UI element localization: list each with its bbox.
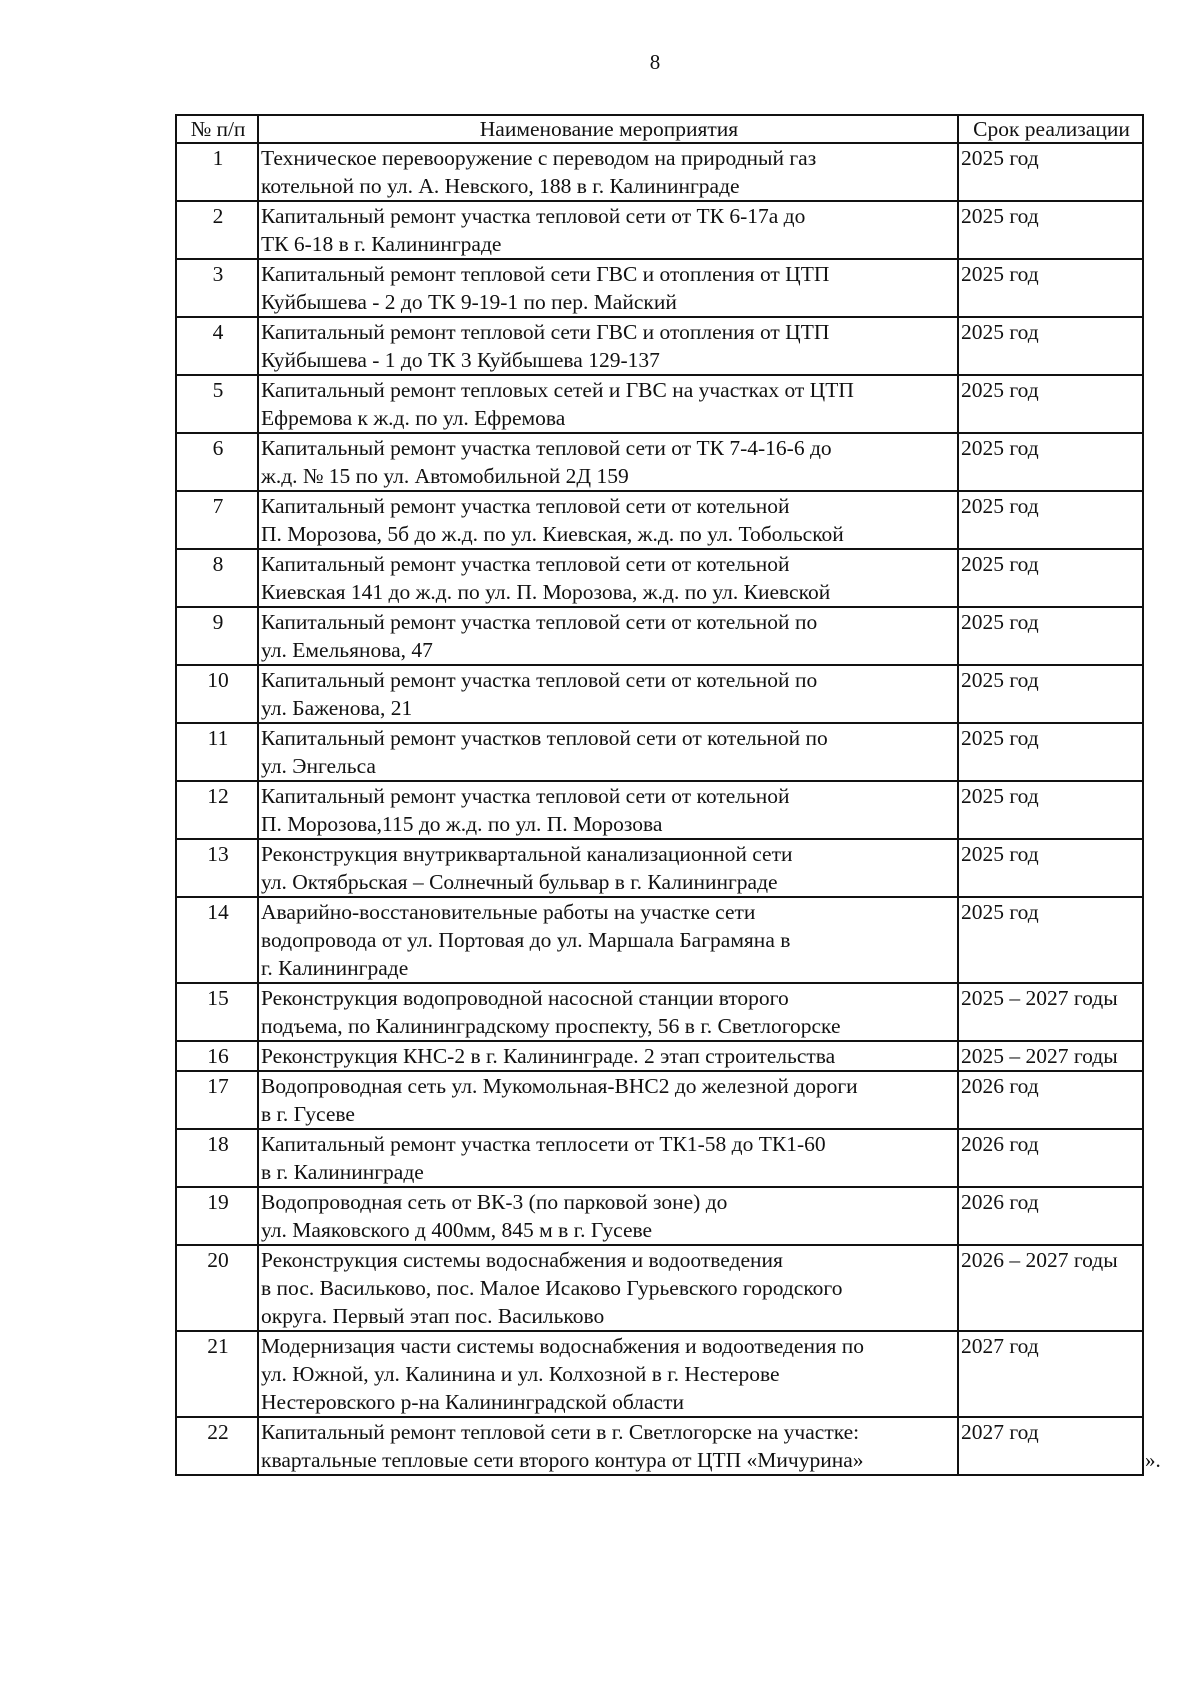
row-term: 2026 – 2027 годы (958, 1245, 1143, 1331)
measure-name-line: Капитальный ремонт участка тепловой сети от котельной по (261, 610, 818, 634)
measures-table (175, 114, 1144, 1476)
measure-name-line: Киевская 141 до ж.д. по ул. П. Морозова, ж.д. по ул. Киевской (261, 580, 831, 604)
measure-name-line: округа. Первый этап пос. Васильково (261, 1304, 605, 1328)
row-term: 2025 год (958, 375, 1143, 433)
row-measure-name (258, 143, 958, 201)
row-term: 2026 год (958, 1187, 1143, 1245)
measure-name-line: ТК 6-18 в г. Калининграде (261, 232, 502, 256)
table-row (176, 317, 1143, 375)
row-measure-name (258, 491, 958, 549)
table-row (176, 839, 1143, 897)
row-measure-name (258, 983, 958, 1041)
row-measure-name (258, 1071, 958, 1129)
row-term: 2025 год (958, 549, 1143, 607)
table-row (176, 259, 1143, 317)
row-measure-name (258, 375, 958, 433)
closing-quote: ». (1145, 1448, 1161, 1472)
row-measure-name (258, 1187, 958, 1245)
table-row (176, 665, 1143, 723)
table-row (176, 491, 1143, 549)
measure-name-line: Капитальный ремонт участка тепловой сети от ТК 6-17а до (261, 204, 806, 228)
row-number: 20 (176, 1245, 258, 1331)
measure-name-line: Капитальный ремонт участка тепловой сети от котельной (261, 552, 790, 576)
row-number: 10 (176, 665, 258, 723)
measure-name-line: Куйбышева - 2 до ТК 9-19-1 по пер. Майский (261, 290, 677, 314)
row-term: 2025 год (958, 317, 1143, 375)
row-term: 2027 год (958, 1331, 1143, 1417)
row-term: 2025 – 2027 годы (958, 983, 1143, 1041)
row-number: 8 (176, 549, 258, 607)
measure-name-line: Капитальный ремонт участка тепловой сети от котельной (261, 494, 790, 518)
measure-name-line: Реконструкция водопроводной насосной станции второго (261, 986, 789, 1010)
measure-name-line: П. Морозова,115 до ж.д. по ул. П. Морозова (261, 812, 663, 836)
row-measure-name (258, 1129, 958, 1187)
row-measure-name (258, 897, 958, 983)
row-term: 2025 год (958, 143, 1143, 201)
measure-name-line: квартальные тепловые сети второго контура от ЦТП «Мичурина» (261, 1448, 864, 1472)
page-number: 8 (649, 50, 661, 74)
row-number: 19 (176, 1187, 258, 1245)
row-number: 17 (176, 1071, 258, 1129)
measure-name-line: Техническое перевооружение с переводом на природный газ (261, 146, 817, 170)
row-term: 2025 год (958, 259, 1143, 317)
measure-name-line: Капитальный ремонт тепловой сети в г. Светлогорске на участке: (261, 1420, 860, 1444)
row-number: 11 (176, 723, 258, 781)
table-row (176, 1041, 1143, 1071)
measure-name-line: ул. Южной, ул. Калинина и ул. Колхозной в г. Нестерове (261, 1362, 780, 1386)
row-term: 2025 год (958, 201, 1143, 259)
row-number: 15 (176, 983, 258, 1041)
measure-name-line: ул. Маяковского д 400мм, 845 м в г. Гусеве (261, 1218, 653, 1242)
row-term: 2025 – 2027 годы (958, 1041, 1143, 1071)
row-measure-name (258, 607, 958, 665)
row-term: 2025 год (958, 781, 1143, 839)
row-number: 22 (176, 1417, 258, 1475)
row-measure-name (258, 259, 958, 317)
table-row (176, 1129, 1143, 1187)
row-number: 9 (176, 607, 258, 665)
table-row (176, 1331, 1143, 1417)
row-term: 2026 год (958, 1071, 1143, 1129)
row-number: 7 (176, 491, 258, 549)
table-row (176, 1245, 1143, 1331)
table-row (176, 781, 1143, 839)
row-number: 14 (176, 897, 258, 983)
row-number: 6 (176, 433, 258, 491)
row-measure-name (258, 1417, 958, 1475)
table-row (176, 143, 1143, 201)
row-number: 12 (176, 781, 258, 839)
row-term: 2025 год (958, 607, 1143, 665)
measure-name-line: Капитальный ремонт тепловых сетей и ГВС на участках от ЦТП (261, 378, 854, 402)
measure-name-line: ул. Емельянова, 47 (261, 638, 433, 662)
table-row (176, 1417, 1143, 1475)
table-row (176, 1071, 1143, 1129)
measure-name-line: Капитальный ремонт участка тепловой сети от котельной по (261, 668, 818, 692)
row-term: 2025 год (958, 839, 1143, 897)
measure-name-line: Аварийно-восстановительные работы на участке сети (261, 900, 756, 924)
row-term: 2025 год (958, 897, 1143, 983)
measure-name-line: в г. Гусеве (261, 1102, 355, 1126)
row-number: 3 (176, 259, 258, 317)
measure-name-line: Реконструкция системы водоснабжения и водоотведения (261, 1248, 783, 1272)
row-measure-name (258, 665, 958, 723)
row-measure-name (258, 1331, 958, 1417)
row-term: 2026 год (958, 1129, 1143, 1187)
measure-name-line: Куйбышева - 1 до ТК 3 Куйбышева 129-137 (261, 348, 660, 372)
table-row (176, 897, 1143, 983)
header-row (176, 115, 1143, 143)
measure-name-line: водопровода от ул. Портовая до ул. Маршала Баграмяна в (261, 928, 791, 952)
row-number: 16 (176, 1041, 258, 1071)
header-number: № п/п (176, 115, 258, 143)
row-number: 2 (176, 201, 258, 259)
measure-name-line: Ефремова к ж.д. по ул. Ефремова (261, 406, 566, 430)
measure-name-line: Реконструкция внутриквартальной канализационной сети (261, 842, 793, 866)
row-measure-name (258, 201, 958, 259)
measure-name-line: ул. Баженова, 21 (261, 696, 413, 720)
measure-name-line: ж.д. № 15 по ул. Автомобильной 2Д 159 (261, 464, 629, 488)
row-measure-name (258, 839, 958, 897)
row-number: 21 (176, 1331, 258, 1417)
row-term: 2025 год (958, 665, 1143, 723)
header-term: Срок реализации (958, 115, 1143, 143)
row-measure-name (258, 723, 958, 781)
row-measure-name (258, 433, 958, 491)
row-term: 2025 год (958, 723, 1143, 781)
row-measure-name (258, 317, 958, 375)
table-row (176, 549, 1143, 607)
row-term: 2025 год (958, 491, 1143, 549)
measure-name-line: ул. Энгельса (261, 754, 376, 778)
measure-name-line: Капитальный ремонт участка теплосети от ТК1-58 до ТК1-60 (261, 1132, 826, 1156)
row-number: 13 (176, 839, 258, 897)
measure-name-line: ул. Октябрьская – Солнечный бульвар в г. Калининграде (261, 870, 778, 894)
header-name: Наименование мероприятия (258, 115, 958, 143)
row-term: 2025 год (958, 433, 1143, 491)
table-row (176, 983, 1143, 1041)
row-number: 5 (176, 375, 258, 433)
measure-name-line: Нестеровского р-на Калининградской области (261, 1390, 684, 1414)
table-row (176, 375, 1143, 433)
row-number: 1 (176, 143, 258, 201)
measure-name-line: Капитальный ремонт тепловой сети ГВС и отопления от ЦТП (261, 262, 830, 286)
row-term: 2027 год (958, 1417, 1143, 1475)
measure-name-line: г. Калининграде (261, 956, 409, 980)
row-measure-name (258, 1245, 958, 1331)
measure-name-line: Модернизация части системы водоснабжения и водоотведения по (261, 1334, 865, 1358)
measure-name-line: Капитальный ремонт участков тепловой сети от котельной по (261, 726, 828, 750)
row-measure-name (258, 1041, 958, 1071)
row-number: 4 (176, 317, 258, 375)
table-row (176, 723, 1143, 781)
measure-name-line: Водопроводная сеть ул. Мукомольная-ВНС2 до железной дороги (261, 1074, 858, 1098)
measure-name-line: Капитальный ремонт участка тепловой сети от котельной (261, 784, 790, 808)
row-number: 18 (176, 1129, 258, 1187)
measure-name-line: Водопроводная сеть от ВК-3 (по парковой зоне) до (261, 1190, 728, 1214)
measure-name-line: Реконструкция КНС-2 в г. Калининграде. 2 этап строительства (261, 1044, 836, 1068)
table-header (176, 115, 1143, 143)
measure-name-line: Капитальный ремонт участка тепловой сети от ТК 7-4-16-6 до (261, 436, 832, 460)
measure-name-line: подъема, по Калининградскому проспекту, 56 в г. Светлогорске (261, 1014, 841, 1038)
measure-name-line: котельной по ул. А. Невского, 188 в г. Калининграде (261, 174, 740, 198)
table-body (176, 143, 1143, 1475)
measure-name-line: в пос. Васильково, пос. Малое Исаково Гурьевского городского (261, 1276, 843, 1300)
table-row (176, 201, 1143, 259)
measure-name-line: Капитальный ремонт тепловой сети ГВС и отопления от ЦТП (261, 320, 830, 344)
table-row (176, 1187, 1143, 1245)
measure-name-line: П. Морозова, 5б до ж.д. по ул. Киевская, ж.д. по ул. Тобольской (261, 522, 844, 546)
row-measure-name (258, 781, 958, 839)
table-row (176, 607, 1143, 665)
measure-name-line: в г. Калининграде (261, 1160, 424, 1184)
row-measure-name (258, 549, 958, 607)
table-row (176, 433, 1143, 491)
